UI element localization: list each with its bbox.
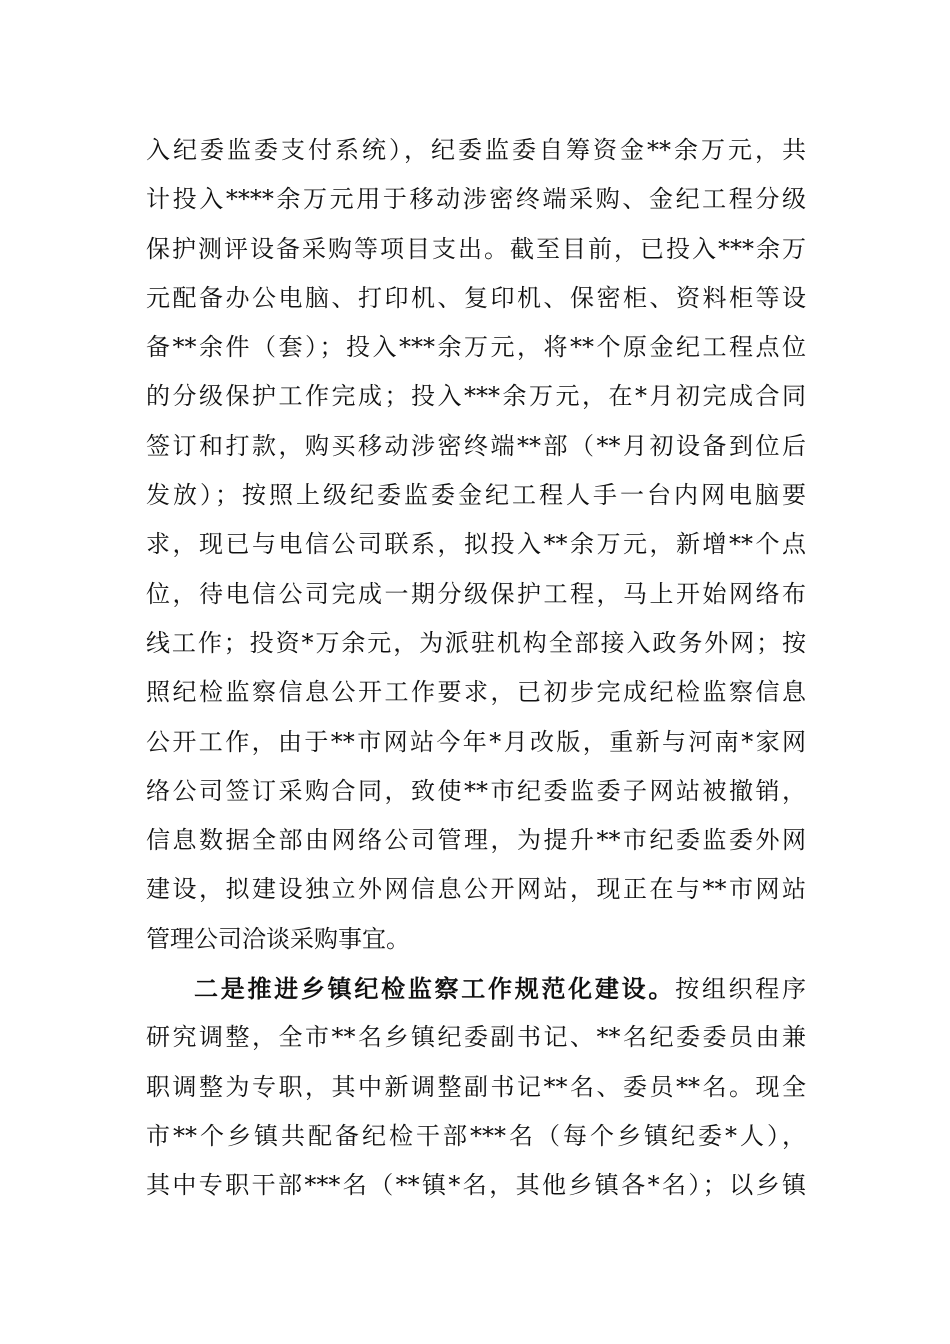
paragraph-2 — [146, 964, 806, 1210]
paragraph-2-first-line — [146, 964, 806, 1013]
text-line: 元配备办公电脑、打印机、复印机、保密柜、资料柜等设 — [146, 283, 806, 312]
text-line: 络公司签订采购合同，致使**市纪委监委子网站被撤销， — [146, 776, 806, 805]
text-line: 管理公司洽谈采购事宜。 — [146, 924, 410, 953]
text-line: 照纪检监察信息公开工作要求，已初步完成纪检监察信息 — [146, 678, 806, 707]
text-line: 求，现已与电信公司联系，拟投入**余万元，新增**个点 — [146, 530, 806, 559]
text-line: 计投入****余万元用于移动涉密终端采购、金纪工程分级 — [146, 185, 806, 214]
text-line: 签订和打款，购买移动涉密终端**部（**月初设备到位后 — [146, 431, 806, 460]
text-line: 信息数据全部由网络公司管理，为提升**市纪委监委外网 — [146, 826, 806, 855]
text-line: 位，待电信公司完成一期分级保护工程，马上开始网络布 — [146, 579, 806, 608]
text-line: 发放）；按照上级纪委监委金纪工程人手一台内网电脑要 — [146, 481, 806, 510]
text-line: 职调整为专职，其中新调整副书记**名、委员**名。现全 — [146, 1072, 806, 1101]
text-line: 公开工作，由于**市网站今年*月改版，重新与河南*家网 — [146, 727, 806, 756]
document-body — [146, 126, 806, 1211]
text-line: 市**个乡镇共配备纪检干部***名（每个乡镇纪委*人）， — [146, 1121, 806, 1150]
text-line: 保护测评设备采购等项目支出。截至目前，已投入***余万 — [146, 234, 806, 263]
paragraph-1 — [146, 126, 806, 964]
text-line: 入纪委监委支付系统），纪委监委自筹资金**余万元，共 — [146, 136, 806, 164]
text-line: 其中专职干部***名（**镇*名，其他乡镇各*名）；以乡镇 — [146, 1171, 806, 1200]
text-line: 备**余件（套）；投入***余万元，将**个原金纪工程点位 — [146, 333, 806, 362]
text-segment: 按组织程序 — [675, 975, 806, 1004]
text-line: 建设，拟建设独立外网信息公开网站，现正在与**市网站 — [146, 875, 806, 904]
paragraph-heading: 二是推进乡镇纪检监察工作规范化建设。 — [194, 974, 676, 1004]
text-line: 的分级保护工作完成；投入***余万元，在*月初完成合同 — [146, 382, 806, 411]
text-line: 线工作；投资*万余元，为派驻机构全部接入政务外网；按 — [146, 628, 806, 657]
text-line: 研究调整，全市**名乡镇纪委副书记、**名纪委委员由兼 — [146, 1023, 806, 1052]
